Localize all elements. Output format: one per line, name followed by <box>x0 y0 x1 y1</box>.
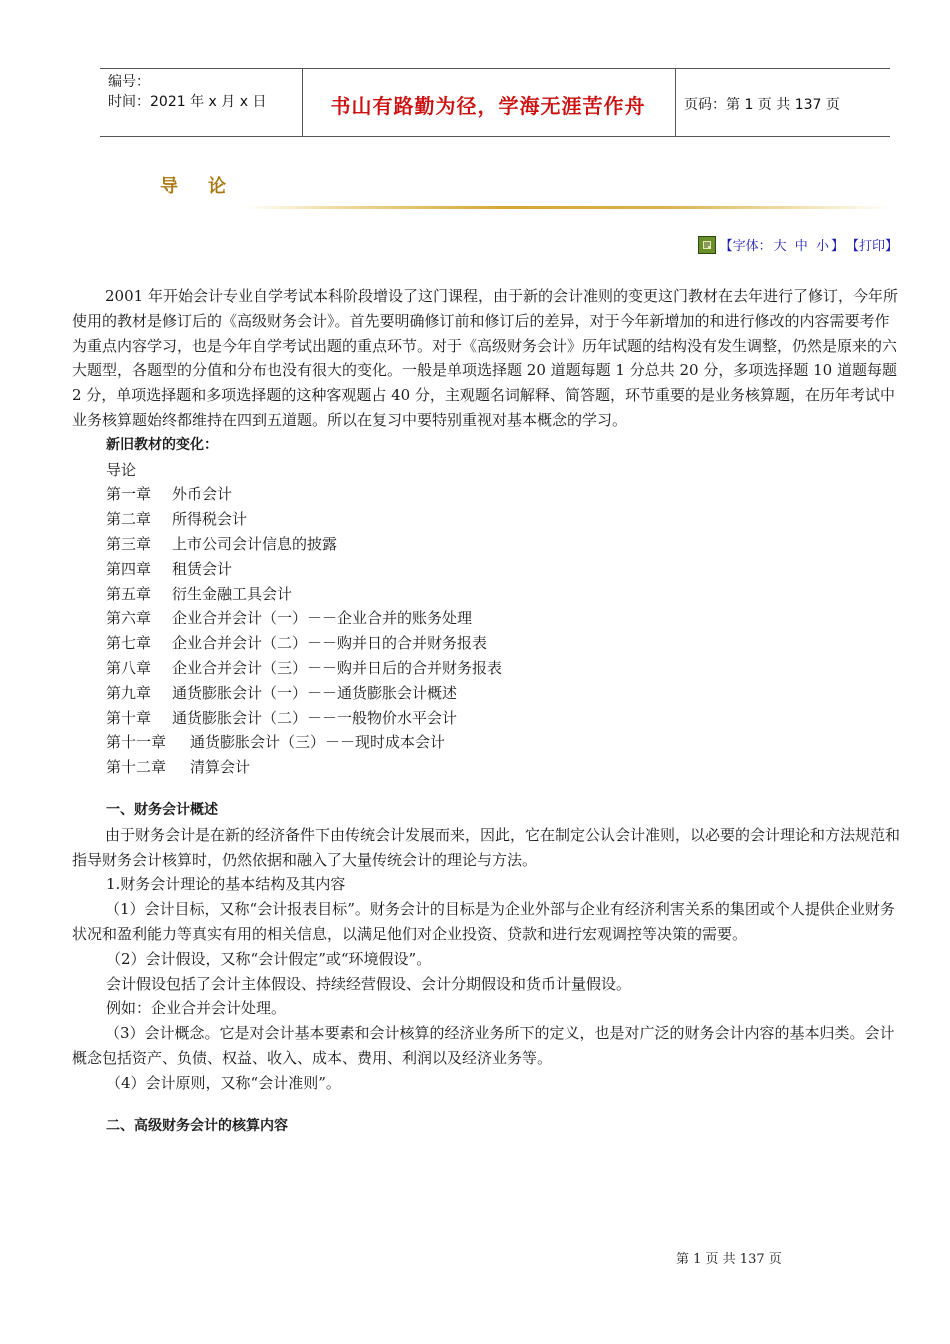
section1-heading: 一、财务会计概述 <box>106 801 218 818</box>
toc-item: 第十章 通货膨胀会计（二）－－一般物价水平会计 <box>106 708 458 727</box>
header-motto: 书山有路勤为径，学海无涯苦作舟 <box>330 94 646 118</box>
header-top-border <box>100 68 890 69</box>
font-size-medium-link[interactable]: 中 <box>794 239 808 254</box>
font-size-large-link[interactable]: 大 <box>773 239 787 254</box>
section1-item2-detail: 会计假设包括了会计主体假设、持续经营假设、会计分期假设和货币计量假设。 <box>106 974 632 993</box>
section1-item1: （1）会计目标，又称“会计报表目标”。财务会计的目标是为企业外部与企业有经济利害关系的集团或个人提供企业财务状况和盈利能力等真实有用的相关信息，以满足他们对企业投资、贷款和进行宏观调控等决策的需要。 <box>72 900 895 943</box>
title-divider <box>244 206 892 209</box>
section-title: 导论 <box>160 176 256 197</box>
page-info: 页码：第 1 页 共 137 页 <box>684 97 840 113</box>
chapter-list <box>72 458 902 780</box>
header-meta <box>108 72 266 112</box>
section1-item3: （3）会计概念。它是对会计基本要素和会计核算的经济业务所下的定义，也是对广泛的财务会计内容的基本归类。会计概念包括资产、负债、权益、收入、成本、费用、利润以及经济业务等。 <box>72 1024 895 1067</box>
toc-item: 第七章 企业合并会计（二）－－购并日的合并财务报表 <box>106 634 488 653</box>
font-size-small-link[interactable]: 小 <box>815 239 829 254</box>
intro-paragraph: 2001 年开始会计专业自学考试本科阶段增设了这门课程，由于新的会计准则的变更这门教材在去年进行了修订，今年所使用的教材是修订后的《高级财务会计》。首先要明确修订前和修订后的差异，对于今年新增加的和进行修改的内容需要考作为重点内容学习，也是今年自学考试出题的重点环节。对于《高级财务会计》历年试题的结构没有发生调整，仍然是原来的六大题型，各题型的分值和分布也没有很大的变化。一般是单项选择题 20 道题每题 1 分总共 20 分，多项选择题 10 道题每题 2 分，单项选择题和多项选择题的这种客观题占 40 分，主观题名词解释、简答题，环节重要的是业务核算题，在历年考试中业务核算题始终都维持在四到五道题。所以在复习中要特别重视对基本概念的学习。 <box>72 287 898 429</box>
toc-item: 第六章 企业合并会计（一）－－企业合并的账务处理 <box>106 609 473 628</box>
section1-sub1: 1.财务会计理论的基本结构及其内容 <box>106 875 346 894</box>
toc-item: 导论 <box>106 460 137 479</box>
toc-item: 第十一章 通货膨胀会计（三）－－现时成本会计 <box>106 733 446 752</box>
article-icon <box>698 236 716 254</box>
section2-heading: 二、高级财务会计的核算内容 <box>106 1117 288 1134</box>
toc-item: 第九章 通货膨胀会计（一）－－通货膨胀会计概述 <box>106 683 458 702</box>
page-footer: 第 1 页 共 137 页 <box>676 1252 782 1267</box>
toc-item: 第四章 租赁会计 <box>106 559 233 578</box>
header-divider-right <box>675 68 676 136</box>
number-label: 编号： <box>108 74 150 90</box>
font-size-close: 】 <box>830 239 844 254</box>
header-bottom-border <box>100 136 890 137</box>
toc-item: 第五章 衍生金融工具会计 <box>106 584 293 603</box>
toc-item: 第八章 企业合并会计（三）－－购并日后的合并财务报表 <box>106 658 503 677</box>
time-label: 时间：2021 年 x 月 x 日 <box>108 94 267 110</box>
changes-heading: 新旧教材的变化： <box>106 436 218 453</box>
article-body <box>72 284 902 1138</box>
font-print-toolbar <box>698 235 898 254</box>
section1-para1: 由于财务会计是在新的经济备件下由传统会计发展而来，因此，它在制定公认会计准则，以必要的会计理论和方法规范和指导财务会计核算时，仍然依据和融入了大量传统会计的理论与方法。 <box>72 825 901 869</box>
section1-item2: （2）会计假设，又称“会计假定”或“环境假设”。 <box>106 949 432 968</box>
toc-item: 第三章 上市公司会计信息的披露 <box>106 534 338 553</box>
toc-item: 第一章 外币会计 <box>106 485 233 504</box>
section1-item4: （4）会计原则，又称“会计准则”。 <box>106 1073 341 1092</box>
section1-item2-example: 例如：企业合并会计处理。 <box>106 999 287 1018</box>
toc-item: 第十二章 清算会计 <box>106 758 251 777</box>
toc-item: 第二章 所得税会计 <box>106 510 248 529</box>
print-link[interactable]: 【打印】 <box>845 239 898 254</box>
font-size-label: 【字体： <box>719 239 772 254</box>
